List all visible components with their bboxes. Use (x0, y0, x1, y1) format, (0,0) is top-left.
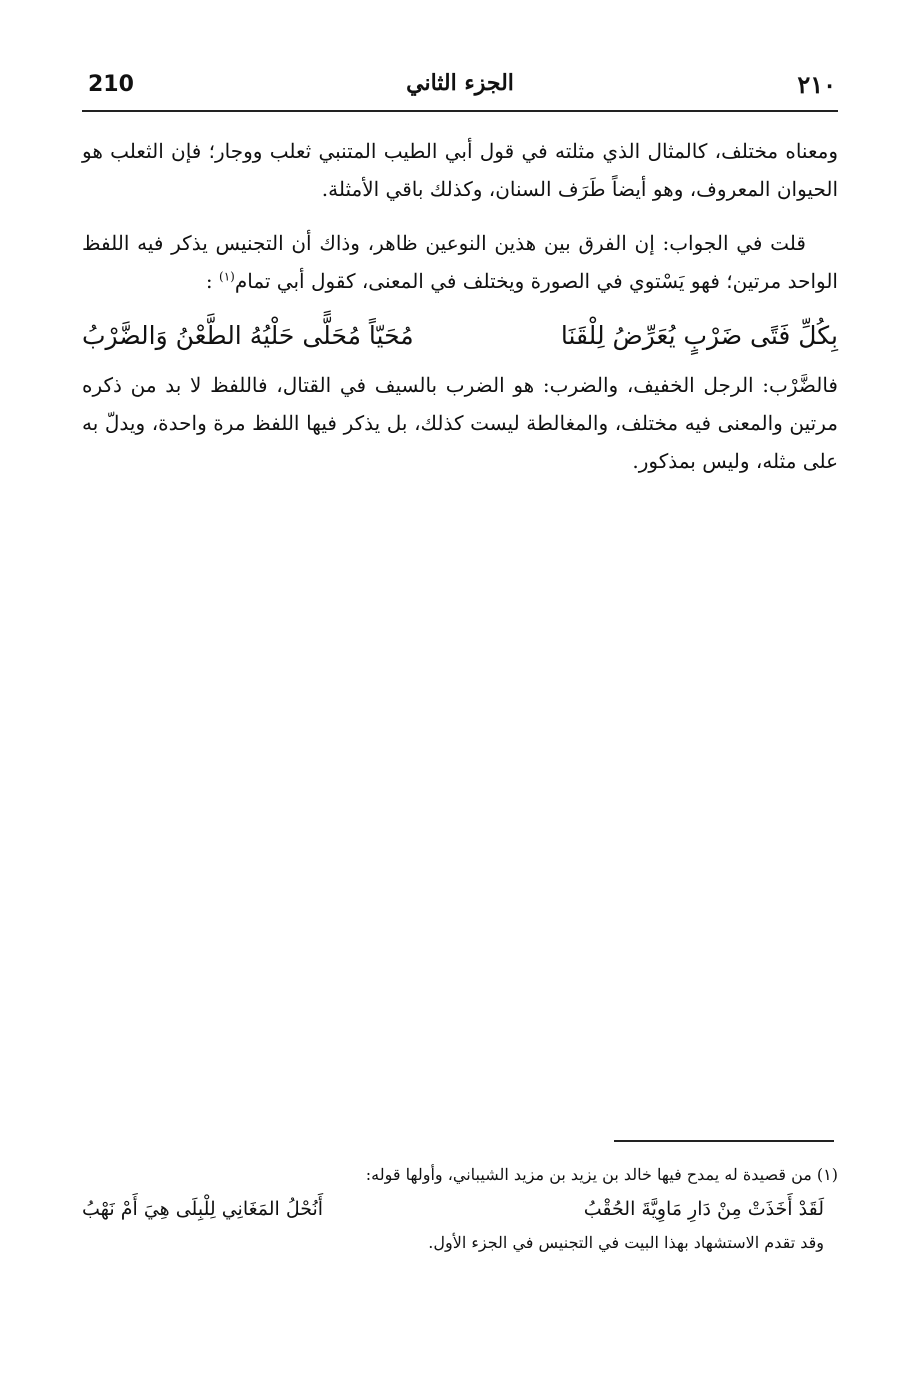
footnote-reference: (١) (219, 269, 235, 284)
footnote-divider (614, 1140, 834, 1142)
verse-first-hemistich: بِكُلِّ فَتًى ضَرْبٍ يُعَرِّضُ لِلْقَنَا (560, 321, 838, 350)
paragraph-2-end: : (205, 269, 220, 293)
footnote-verse-second: أَنُحْلُ المَغَانِي لِلْبِلَى هِيَ أَمْ نَهْبُ (82, 1198, 324, 1220)
paragraph-2-text: قلت في الجواب: إن الفرق بين هذين النوعين ظاهر، وذاك أن التجنيس يذكر فيه اللفظ الواحد مرتين؛ فهو يَسْتوي في الصورة ويختلف في المعنى، كقول أبي تمام (82, 231, 838, 293)
paragraph-3: فالضَّرْب: الرجل الخفيف، والضرب: هو الضرب بالسيف في القتال، فاللفظ لا بد من ذكره مرتين والمعنى فيه مختلف، والمغالطة ليست كذلك، بل يذكر فيها اللفظ مرة واحدة، ويدلّ به على مثله، وليس بمذكور. (82, 373, 838, 473)
page-number-arabic: ٢١٠ (797, 70, 836, 99)
footnote-verse (82, 1190, 838, 1228)
book-page (82, 66, 838, 1366)
footnote-verse-first: لَقَدْ أَخَذَتْ مِنْ دَارِ مَاوِيَّةَ الحُقْبُ (583, 1198, 824, 1220)
footnotes (82, 1160, 838, 1258)
main-text (82, 132, 838, 480)
footnote-line-3: وقد تقدم الاستشهاد بهذا البيت في التجنيس في الجزء الأول. (428, 1233, 824, 1252)
page-header (82, 66, 838, 112)
paragraph-1: ومعناه مختلف، كالمثال الذي مثلته في قول أبي الطيب المتنبي ثعلب ووجار؛ فإن الثعلب هو الحيوان المعروف، وهو أيضاً طَرَف السنان، وكذلك باقي الأمثلة. (82, 139, 838, 201)
footnote-line-1: (١) من قصيدة له يمدح فيها خالد بن يزيد بن مزيد الشيباني، وأولها قوله: (365, 1165, 838, 1184)
verse-second-hemistich: مُحَيّاً مُحَلًّى حَلْيُهُ الطَّعْنُ وَالضَّرْبُ (82, 321, 414, 350)
running-title: الجزء الثاني (406, 70, 514, 96)
paragraph-2 (82, 224, 838, 300)
poem-verse (82, 314, 838, 358)
page-number-latin: 210 (88, 72, 134, 97)
